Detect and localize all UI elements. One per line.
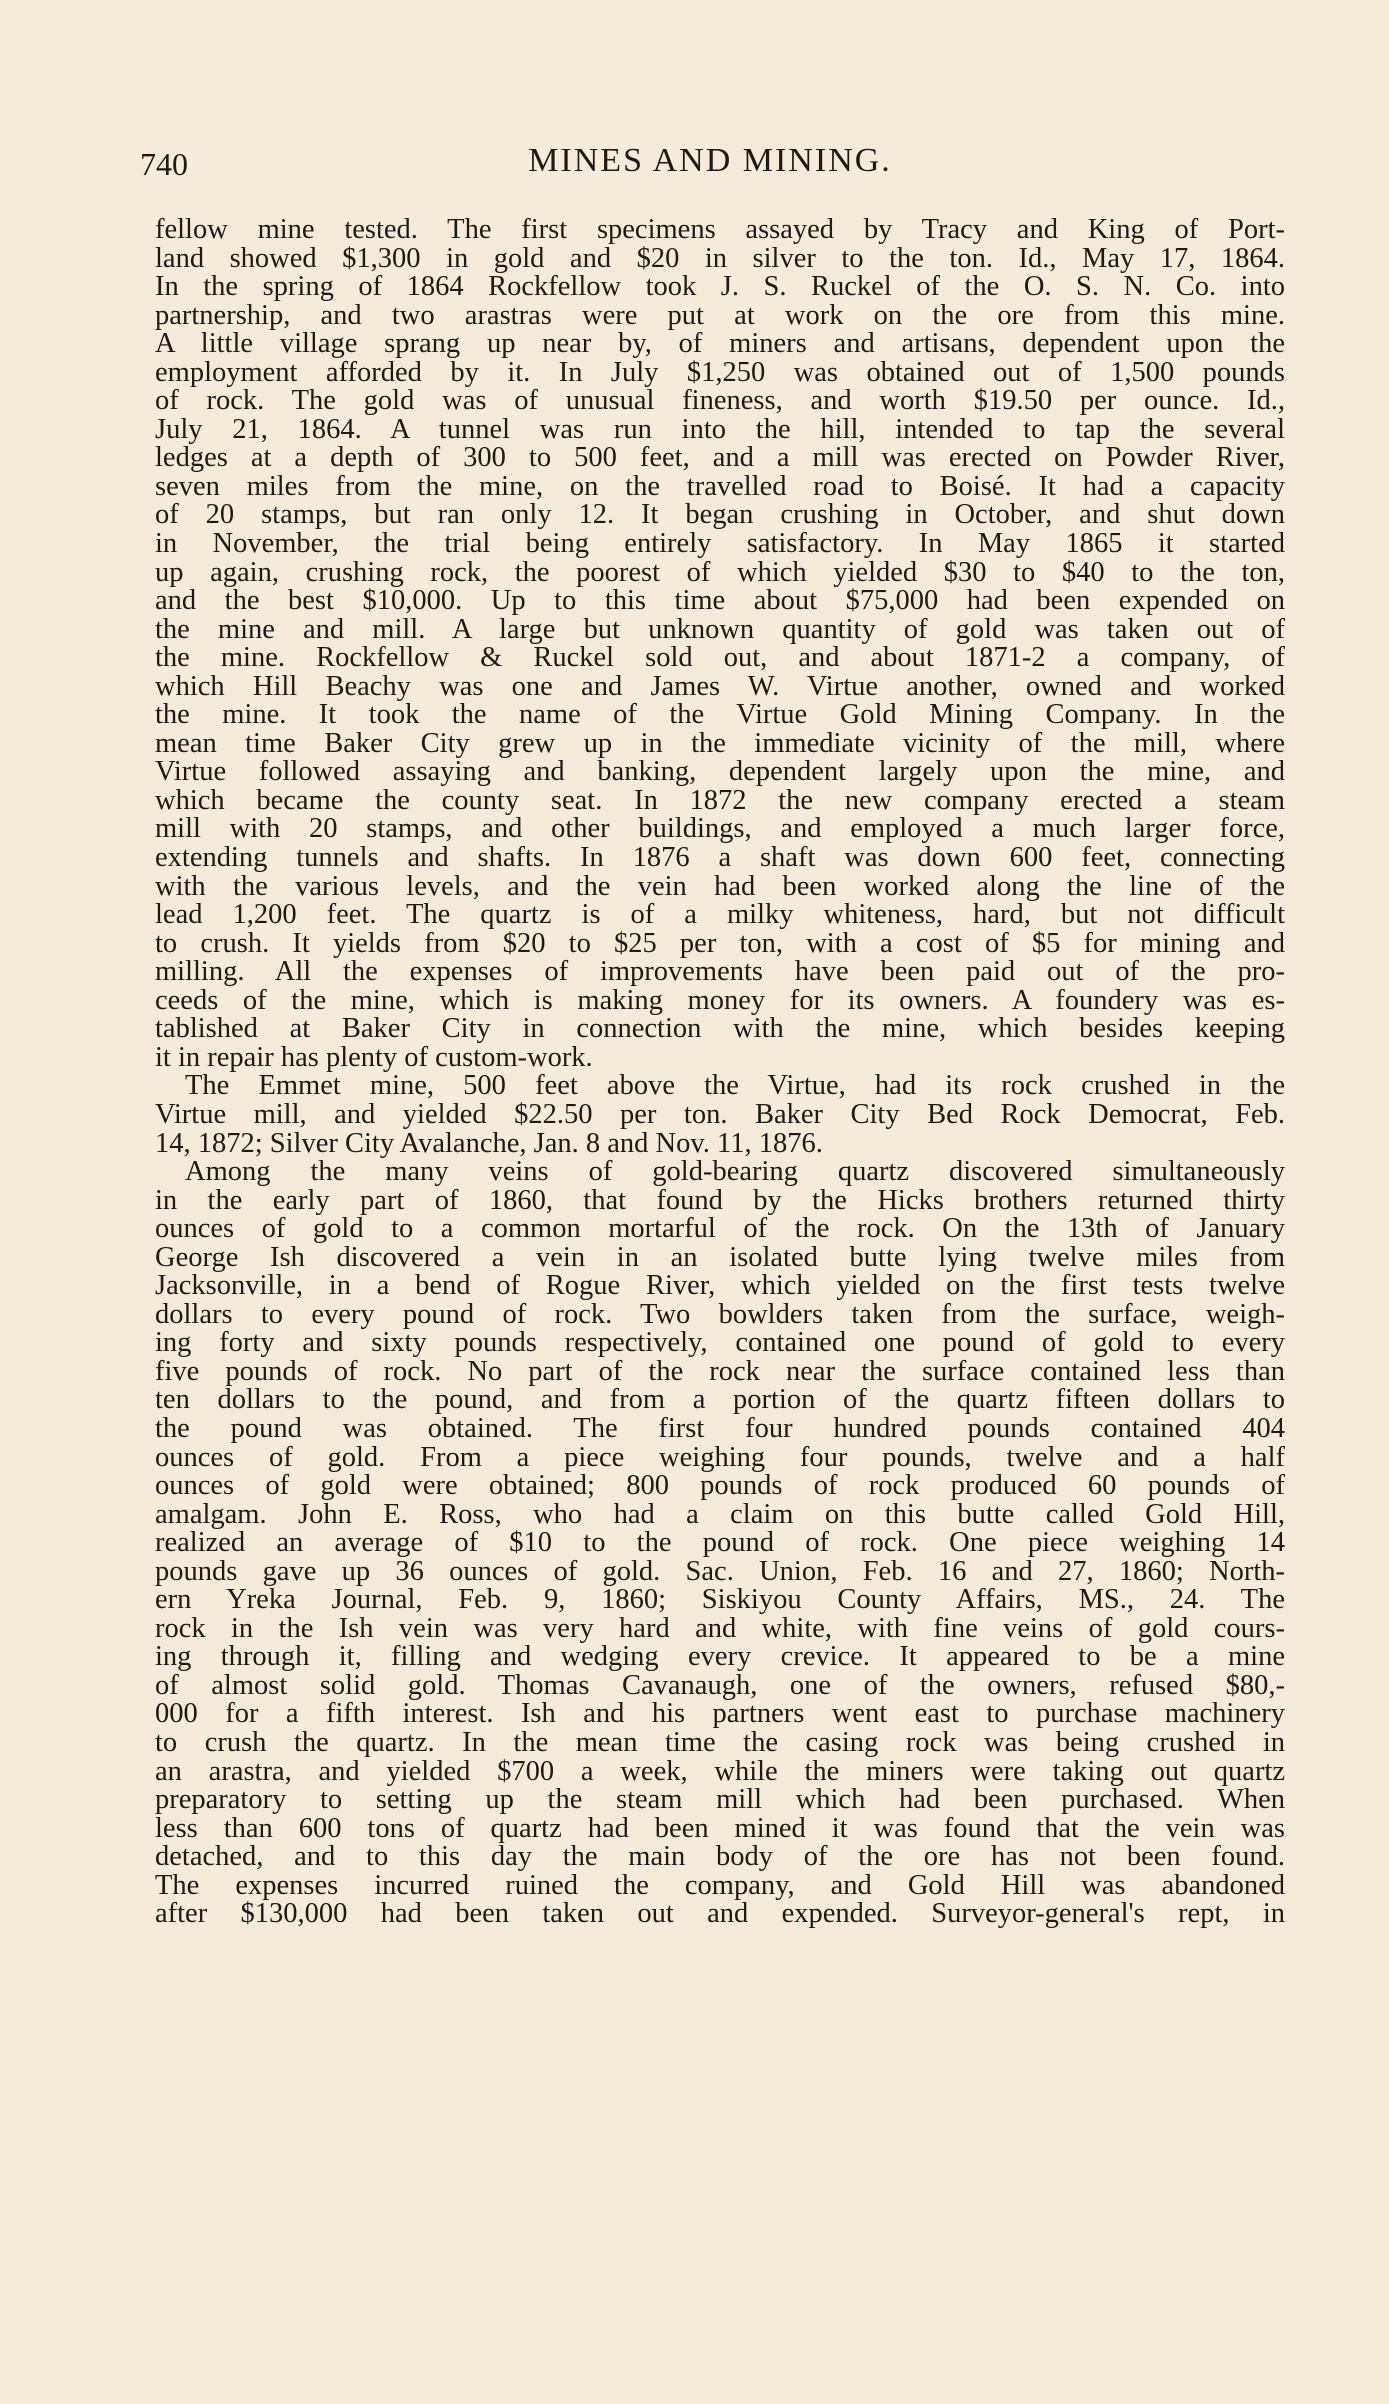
text-line: after $130,000 had been taken out and expended. Surveyor-general's rept, in (155, 1900, 1285, 1929)
text-line: extending tunnels and shafts. In 1876 a shaft was down 600 feet, connecting (155, 844, 1285, 873)
text-line: it in repair has plenty of custom-work. (155, 1043, 593, 1073)
text-line: ten dollars to the pound, and from a portion of the quartz fifteen dollars to (155, 1386, 1285, 1415)
text-line: ounces of gold to a common mortarful of the rock. On the 13th of January (155, 1215, 1285, 1244)
text-line: ounces of gold were obtained; 800 pounds of rock produced 60 pounds of (155, 1472, 1285, 1501)
running-title: MINES AND MINING. (528, 142, 892, 179)
text-line: fellow mine tested. The first specimens assayed by Tracy and King of Port- (155, 216, 1285, 245)
text-line: Jacksonville, in a bend of Rogue River, which yielded on the first tests twelve (155, 1272, 1285, 1301)
text-line: ledges at a depth of 300 to 500 feet, and a mill was erected on Powder River, (155, 444, 1285, 473)
text-line: with the various levels, and the vein had been worked along the line of the (155, 872, 1285, 902)
text-line: five pounds of rock. No part of the rock near the surface contained less than (155, 1357, 1285, 1387)
text-line: lead 1,200 feet. The quartz is of a milky whiteness, hard, but not difficult (155, 901, 1285, 930)
text-line: The Emmet mine, 500 feet above the Virtue, had its rock crushed in the (185, 1072, 1285, 1101)
text-line: amalgam. John E. Ross, who had a claim on this butte called Gold Hill, (155, 1500, 1285, 1530)
text-line: up again, crushing rock, the poorest of which yielded $30 to $40 to the ton, (155, 558, 1285, 588)
text-line: ing through it, filling and wedging every crevice. It appeared to be a mine (155, 1643, 1285, 1672)
text-line: July 21, 1864. A tunnel was run into the hill, intended to tap the several (155, 415, 1285, 445)
text-line: ern Yreka Journal, Feb. 9, 1860; Siskiyou County Affairs, MS., 24. The (155, 1586, 1285, 1615)
text-line: and the best $10,000. Up to this time about $75,000 had been expended on (155, 587, 1285, 616)
text-line: preparatory to setting up the steam mill which had been purchased. When (155, 1786, 1285, 1815)
text-line: of 20 stamps, but ran only 12. It began crushing in October, and shut down (155, 501, 1285, 531)
text-line: realized an average of $10 to the pound of rock. One piece weighing 14 (155, 1529, 1285, 1558)
text-line: which Hill Beachy was one and James W. Virtue another, owned and worked (155, 672, 1285, 702)
text-line: Virtue followed assaying and banking, dependent largely upon the mine, and (155, 758, 1285, 787)
text-line: tablished at Baker City in connection with the mine, which besides keeping (155, 1015, 1285, 1044)
text-line: dollars to every pound of rock. Two bowlders taken from the surface, weigh- (155, 1300, 1285, 1330)
text-line: pounds gave up 36 ounces of gold. Sac. Union, Feb. 16 and 27, 1860; North- (155, 1557, 1285, 1587)
text-line: seven miles from the mine, on the travelled road to Boisé. It had a capacity (155, 472, 1285, 502)
text-line: ceeds of the mine, which is making money for its owners. A foundery was es- (155, 986, 1285, 1016)
text-line: mill with 20 stamps, and other buildings, and employed a much larger force, (155, 815, 1285, 845)
text-line: 000 for a fifth interest. Ish and his partners went east to purchase machinery (155, 1700, 1285, 1729)
text-line: detached, and to this day the main body of the ore has not been found. (155, 1843, 1285, 1872)
text-line: A little village sprang up near by, of miners and artisans, dependent upon the (155, 330, 1285, 359)
text-line: Virtue mill, and yielded $22.50 per ton. Baker City Bed Rock Democrat, Feb. (155, 1100, 1285, 1130)
text-line: George Ish discovered a vein in an isolated butte lying twelve miles from (155, 1243, 1285, 1273)
text-line: the mine. Rockfellow & Ruckel sold out, and about 1871-2 a company, of (155, 644, 1285, 673)
text-line: partnership, and two arastras were put at work on the ore from this mine. (155, 301, 1285, 331)
text-line: the mine. It took the name of the Virtue Gold Mining Company. In the (155, 701, 1285, 730)
text-line: milling. All the expenses of improvements have been paid out of the pro- (155, 958, 1285, 987)
text-line: of rock. The gold was of unusual fineness, and worth $19.50 per ounce. Id., (155, 387, 1285, 416)
text-line: Among the many veins of gold-bearing quartz discovered simultaneously (185, 1158, 1285, 1187)
text-line: in November, the trial being entirely satisfactory. In May 1865 it started (155, 530, 1285, 559)
text-line: employment afforded by it. In July $1,250 was obtained out of 1,500 pounds (155, 358, 1285, 388)
text-line: which became the county seat. In 1872 the new company erected a steam (155, 786, 1285, 816)
text-line: ounces of gold. From a piece weighing four pounds, twelve and a half (155, 1443, 1285, 1473)
text-line: 14, 1872; Silver City Avalanche, Jan. 8 and Nov. 11, 1876. (155, 1129, 823, 1159)
page-header (140, 136, 1280, 196)
body-text (155, 216, 1285, 1929)
text-line: to crush. It yields from $20 to $25 per ton, with a cost of $5 for mining and (155, 929, 1285, 959)
text-line: The expenses incurred ruined the company, and Gold Hill was abandoned (155, 1871, 1285, 1901)
text-line: mean time Baker City grew up in the immediate vicinity of the mill, where (155, 729, 1285, 759)
text-line: rock in the Ish vein was very hard and white, with fine veins of gold cours- (155, 1614, 1285, 1644)
text-line: in the early part of 1860, that found by the Hicks brothers returned thirty (155, 1186, 1285, 1216)
text-line: the pound was obtained. The first four hundred pounds contained 404 (155, 1414, 1285, 1444)
text-line: to crush the quartz. In the mean time the casing rock was being crushed in (155, 1728, 1285, 1758)
text-line: land showed $1,300 in gold and $20 in silver to the ton. Id., May 17, 1864. (155, 244, 1285, 274)
page-number: 740 (140, 146, 188, 182)
text-line: ing forty and sixty pounds respectively, contained one pound of gold to every (155, 1329, 1285, 1358)
text-line: less than 600 tons of quartz had been mined it was found that the vein was (155, 1814, 1285, 1844)
text-line: the mine and mill. A large but unknown quantity of gold was taken out of (155, 615, 1285, 645)
text-line: of almost solid gold. Thomas Cavanaugh, one of the owners, refused $80,- (155, 1671, 1285, 1701)
text-line: In the spring of 1864 Rockfellow took J. S. Ruckel of the O. S. N. Co. into (155, 273, 1285, 302)
text-line: an arastra, and yielded $700 a week, while the miners were taking out quartz (155, 1757, 1285, 1787)
